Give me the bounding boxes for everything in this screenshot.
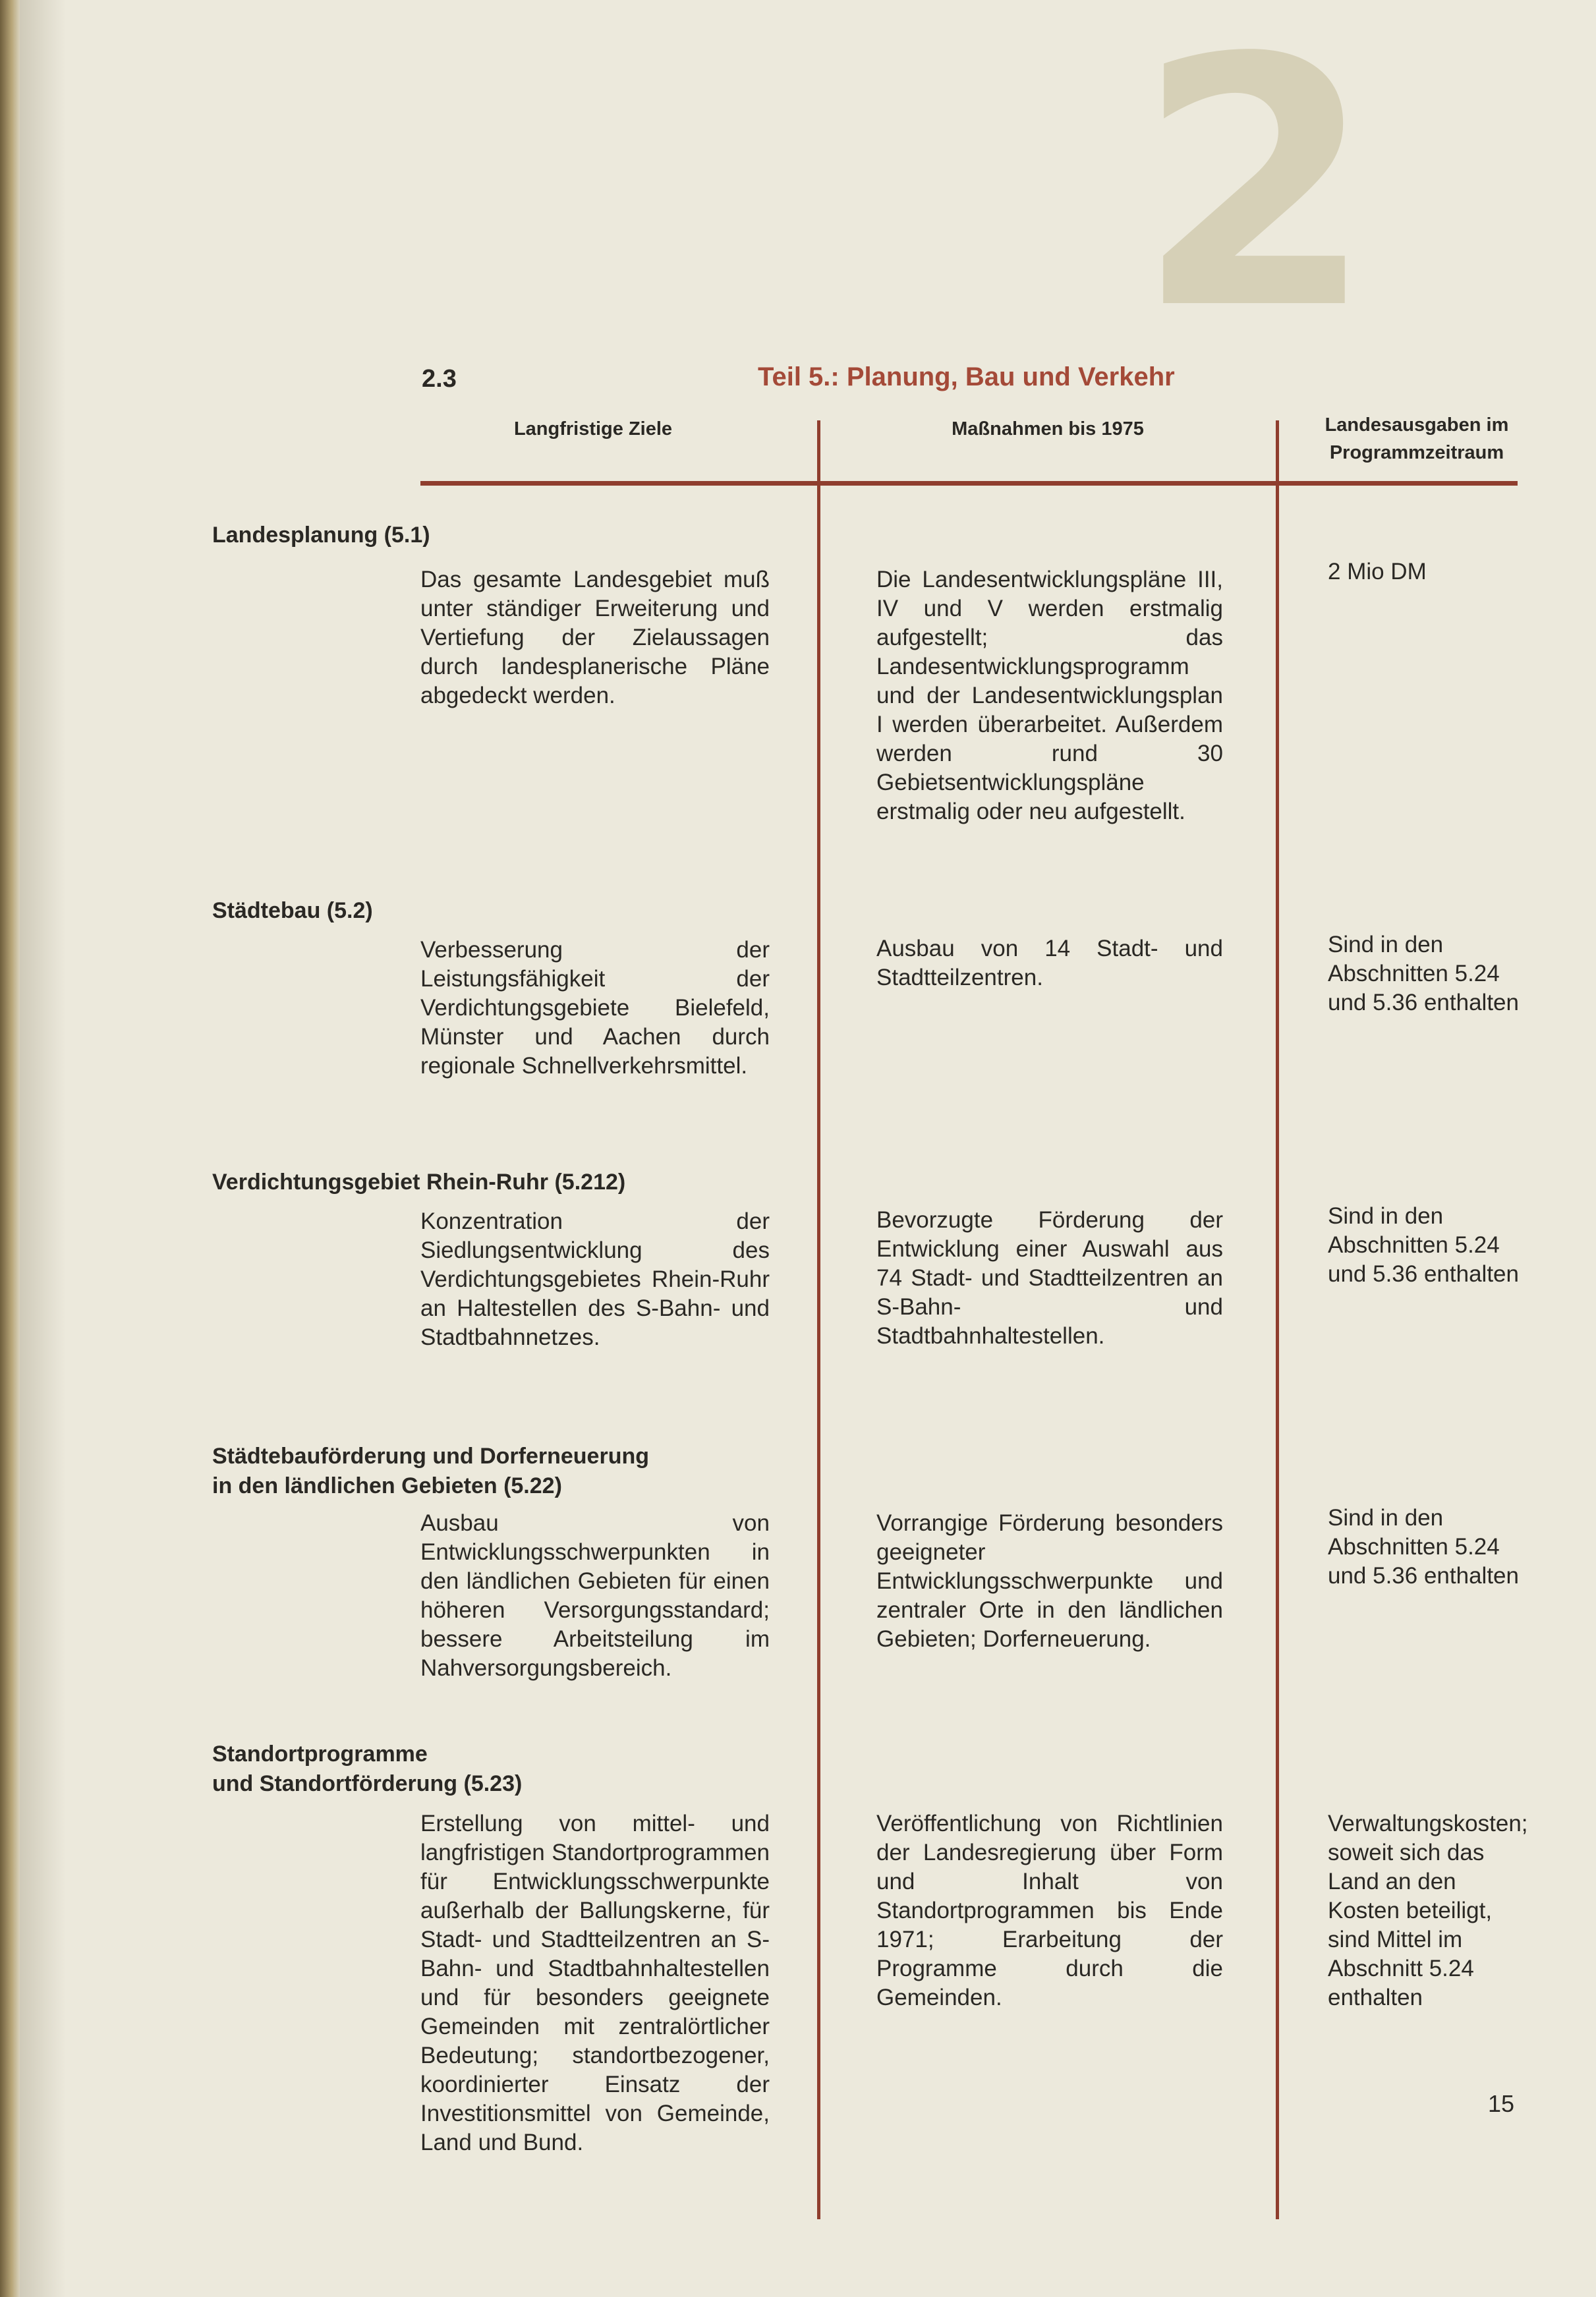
section-title-rhein-ruhr: Verdichtungsgebiet Rhein-Ruhr (5.212) [212, 1170, 626, 1195]
goals-landesplanung: Das gesamte Landesgebiet muß unter ständiger Erweiterung und Vertiefung der Zielaussagen durch landesplanerische Pläne abgedeckt werden. [420, 567, 770, 708]
book-spine [0, 0, 20, 2297]
section-title-line2: in den ländlichen Gebieten (5.22) [212, 1473, 562, 1498]
spending-rhein-ruhr: Sind in den Abschnitten 5.24 und 5.36 enthalten [1328, 1203, 1519, 1287]
section-title-staedtebaufoerderung [212, 1442, 649, 1501]
section-title-line2: und Standortförderung (5.23) [212, 1771, 523, 1796]
show-through [876, 514, 882, 540]
goals-rhein-ruhr: Konzentration der Siedlungsentwicklung des Verdichtungsgebietes Rhein-Ruhr an Haltestellen des S-Bahn- und Stadtbahnnetzes. [420, 1208, 770, 1350]
page-number: 15 [1488, 2090, 1515, 2117]
column-header-spending-line2: Programmzeitraum [1329, 442, 1504, 463]
section-title-standortprogramme [212, 1740, 522, 1799]
part-title [758, 362, 1175, 392]
section-title-line1: Städtebauförderung und Dorferneuerung [212, 1444, 649, 1469]
part-title-text: Planung, Bau und Verkehr [846, 362, 1175, 391]
column-divider-1 [817, 420, 820, 2219]
measures-standortprogramme: Veröffentlichung von Richtlinien der Landesregierung über Form und Inhalt von Standortprogrammen bis Ende 1971; Erarbeitung der Programme durch die Gemeinden. [876, 1811, 1223, 2010]
column-header-goals: Langfristige Ziele [513, 418, 673, 440]
column-header-spending [1305, 411, 1529, 467]
goals-staedtebau: Verbesserung der Leistungsfähigkeit der Verdichtungsgebiete Bielefeld, Münster und Aachen durch regionale Schnellverkehrsmittel. [420, 937, 770, 1079]
spending-staedtebau: Sind in den Abschnitten 5.24 und 5.36 enthalten [1328, 932, 1519, 1015]
part-title-prefix: Teil 5.: [758, 362, 847, 391]
column-header-spending-line1: Landesausgaben im [1325, 414, 1509, 436]
goals-staedtebaufoerderung: Ausbau von Entwicklungsschwerpunkten in den ländlichen Gebieten für einen höheren Versorgungsstandard; bessere Arbeitsteilung im Nahversorgungsbereich. [420, 1510, 770, 1681]
measures-rhein-ruhr: Bevorzugte Förderung der Entwicklung einer Auswahl aus 74 Stadt- und Stadtteilzentren an S-Bahn- und Stadtbahnhaltestellen. [876, 1207, 1223, 1349]
spending-landesplanung: 2 Mio DM [1328, 559, 1427, 584]
spending-staedtebaufoerderung: Sind in den Abschnitten 5.24 und 5.36 enthalten [1328, 1505, 1519, 1589]
column-divider-2 [1276, 420, 1279, 2219]
section-title-staedtebau: Städtebau (5.2) [212, 898, 373, 923]
section-title-line1: Standortprogramme [212, 1742, 428, 1767]
measures-staedtebau: Ausbau von 14 Stadt- und Stadtteilzentren. [876, 936, 1223, 990]
column-header-measures: Maßnahmen bis 1975 [952, 418, 1144, 440]
spending-standortprogramme: Verwaltungskosten; soweit sich das Land an den Kosten beteiligt, sind Mittel im Abschnitt 5.24 enthalten [1328, 1811, 1528, 2010]
section-number: 2.3 [422, 365, 457, 393]
chapter-number: 2 [1136, 0, 1368, 384]
measures-landesplanung: Die Landesentwicklungspläne III, IV und V werden erstmalig aufgestellt; das Landesentwicklungsprogramm und der Landesentwicklungsplan I werden überarbeitet. Außerdem werden rund 30 Gebietsentwicklungspläne erstmalig oder neu aufgestellt. [876, 567, 1223, 824]
section-title-landesplanung: Landesplanung (5.1) [212, 523, 430, 548]
measures-staedtebaufoerderung: Vorrangige Förderung besonders geeigneter Entwicklungsschwerpunkte und zentraler Orte in den ländlichen Gebieten; Dorferneuerung. [876, 1510, 1223, 1652]
header-rule [420, 481, 1518, 486]
spine-shadow [20, 0, 66, 2297]
goals-standortprogramme: Erstellung von mittel- und langfristigen Standortprogrammen für Entwicklungsschwerpunkte außerhalb der Ballungskerne, für Stadt- und Stadtteilzentren an S-Bahn- und Stadtbahnhaltestellen und für besonders geeignete Gemeinden mit zentralörtlicher Bedeutung; standortbezogener, koordinierter Einsatz der Investitionsmittel von Gemeinde, Land und Bund. [420, 1811, 770, 2155]
